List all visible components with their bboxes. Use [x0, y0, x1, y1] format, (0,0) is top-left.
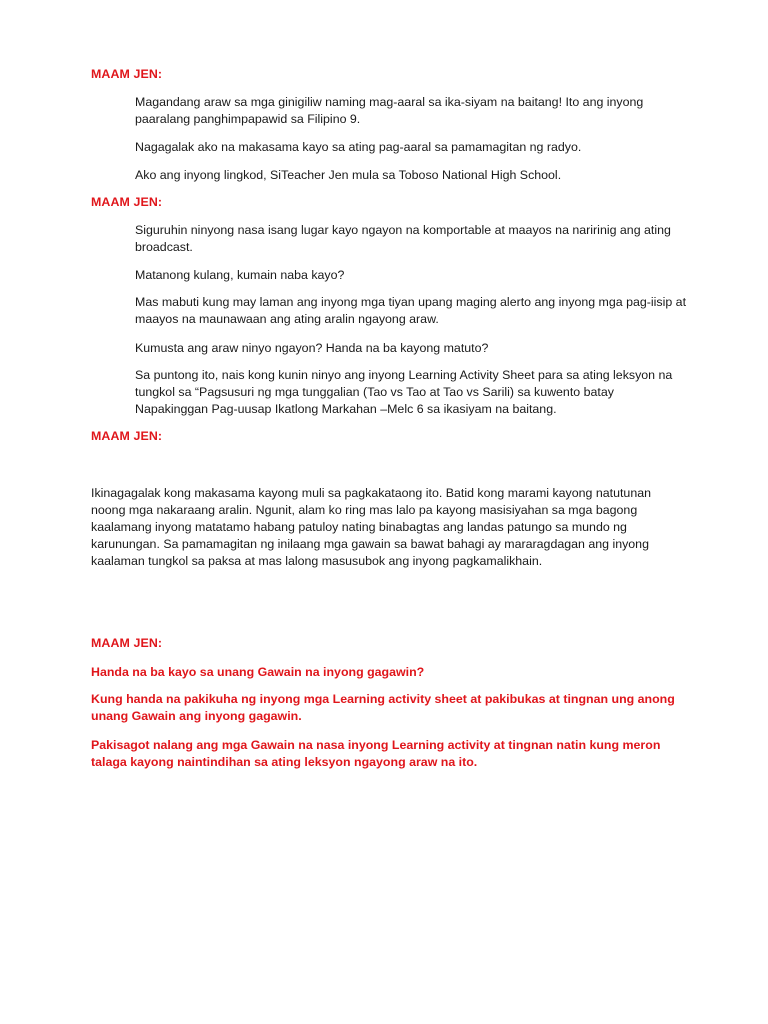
paragraph-greeting: Magandang araw sa mga ginigiliw naming mag-aaral sa ika-siyam na baitang! Ito ang inyong paaralang panghimpapawid sa Filipino 9. — [135, 95, 644, 126]
paragraph-ready: Handa na ba kayo sa unang Gawain na inyong gagawin? — [91, 665, 425, 679]
paragraph-ask-eaten: Matanong kulang, kumain naba kayo? — [135, 268, 345, 282]
speaker-label: MAAM JEN: — [91, 636, 163, 650]
paragraph-alert: Mas mabuti kung may laman ang inyong mga tiyan upang maging alerto ang inyong mga pag-iisip at maayos na maunawaan ang ating aralin ngayong araw. — [135, 295, 687, 326]
paragraph-learning-sheet: Sa puntong ito, nais kong kunin ninyo ang inyong Learning Activity Sheet para sa ating leksyon na tungkol sa “Pagsusuri ng mga tunggalian (Tao vs Tao at Tao vs Sarili) sa kuwento batay Napakinggan Pag-uusap Ikatlong Markahan –Melc 6 sa ikasiyam na baitang. — [135, 368, 673, 416]
paragraph-glad: Nagagalak ako na makasama kayo sa ating pag-aaral sa pamamagitan ng radyo. — [135, 140, 582, 154]
paragraph-answer-tasks: Pakisagot nalang ang mga Gawain na nasa inyong Learning activity at tingnan natin kung meron talaga kayong naintindihan sa ating leksyon ngayong araw na ito. — [91, 738, 661, 769]
speaker-label: MAAM JEN: — [91, 195, 163, 209]
speaker-label: MAAM JEN: — [91, 67, 163, 81]
paragraph-get-sheet: Kung handa na pakikuha ng inyong mga Learning activity sheet at pakibukas at tingnan ung anong unang Gawain ang inyong gagawin. — [91, 692, 675, 723]
paragraph-ensure-place: Siguruhin ninyong nasa isang lugar kayo ngayon na komportable at maayos na naririnig ang ating broadcast. — [135, 223, 671, 254]
paragraph-welcome-back: Ikinagagalak kong makasama kayong muli sa pagkakataong ito. Batid kong marami kayong natutunan noong mga nakaraang aralin. Ngunit, alam ko ring mas lalo pa kayong masisiyahan sa mga bagong kaalamang inyong matatamo habang patuloy nating binabagtas ang landas patungo sa mundo ng karunungan. Sa pamamagitan ng inilaang mga gawain sa bawat bahagi ay mararagdagan ang inyong kaalaman tungkol sa paksa at mas lalong masusubok ang inyong pagkamalikhain. — [91, 486, 651, 568]
paragraph-how-are-you: Kumusta ang araw ninyo ngayon? Handa na ba kayong matuto? — [135, 341, 489, 355]
paragraph-introduction: Ako ang inyong lingkod, SiTeacher Jen mula sa Toboso National High School. — [135, 168, 562, 182]
speaker-label: MAAM JEN: — [91, 429, 163, 443]
